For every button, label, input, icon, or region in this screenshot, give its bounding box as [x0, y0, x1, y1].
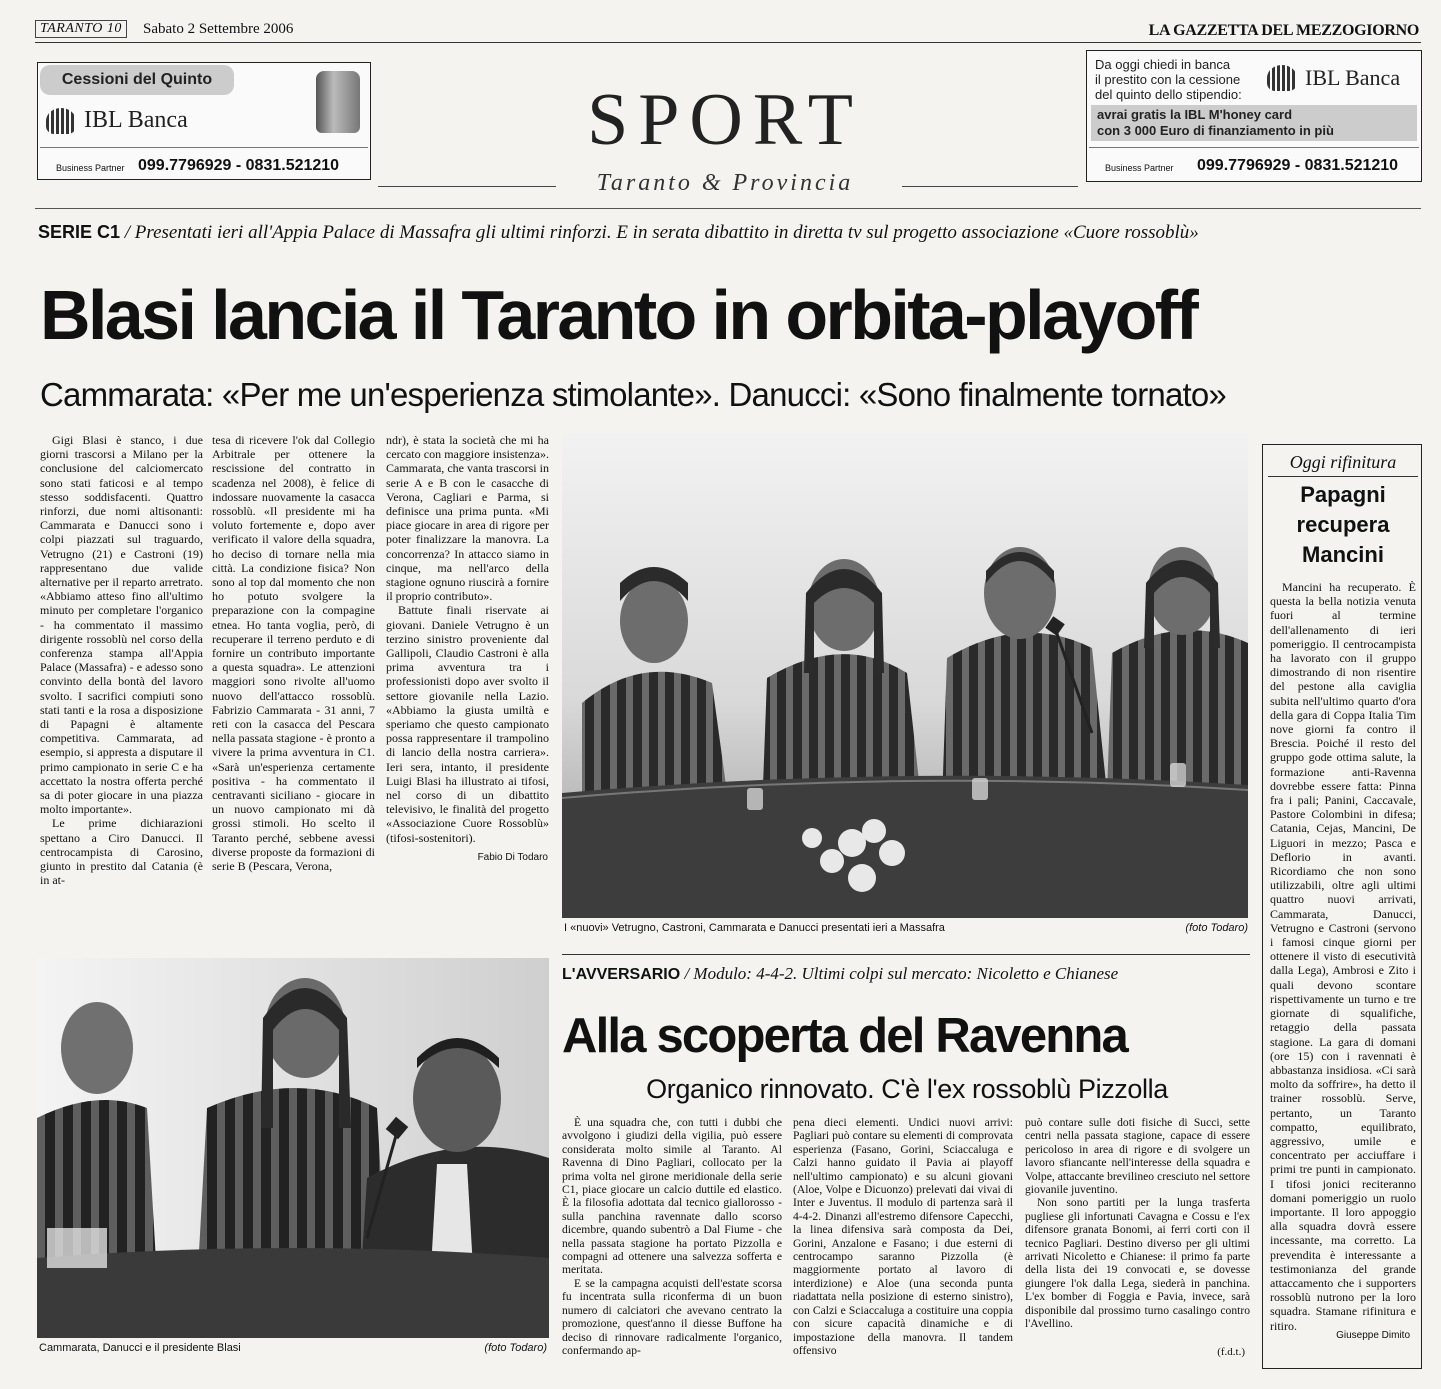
photo-credit: (foto Todaro) — [1185, 922, 1248, 934]
press-conference-photo — [562, 433, 1248, 918]
section-title: SPORT — [587, 79, 863, 161]
ad-right-line3: del quinto dello stipendio: — [1095, 87, 1242, 102]
header-rule — [35, 42, 1421, 43]
sidebar-body — [1270, 580, 1416, 1333]
article2-signature: (f.d.t.) — [1217, 1346, 1245, 1358]
article2-kicker — [562, 964, 1252, 984]
ad-right-partner: Business Partner — [1105, 163, 1174, 173]
header-bottom-rule — [35, 208, 1421, 209]
article2-kicker-text: / Modulo: 4-4-2. Ultimi colpi sul mercato: Nicoletto e Chianese — [684, 964, 1119, 983]
paragraph: pena dieci elementi. Undici nuovi arrivi: Pagliari può contare su elementi di comprovata esperienza (Fasano, Gorini, Sciaccaluga e Calzi hanno guidato il Pavia ai playoff nell'ultimo campionato) e su alcuni giovani (Aloe, Volpe e Dicuonzo) prelevati dai vivai di Inter e Juventus. Il modulo di partenza sarà il 4-4-2. Dinanzi all'estremo difensore Capecchi, la linea difensiva sarà composta da Dei, Gorini, Anzalone e Fasano; i due esterni di centrocampo saranno Pizzolla (è maggiormente portato al lavoro di interdizione) e Aloe (una seconda punta riadattata nella posizione di esterno sinistro), con Calzi e Sciaccaluga a costituire una coppia con sicure capacità dinamiche e di impostazione della manovra. Il tandem offensivo — [793, 1116, 1013, 1357]
ad-right-bank-logo — [1267, 65, 1400, 91]
piggy-bank-image — [316, 71, 360, 133]
photo2-caption-text: Cammarata, Danucci e il presidente Blasi — [39, 1342, 241, 1354]
photo2-caption — [39, 1342, 547, 1354]
article-kicker — [38, 222, 1428, 244]
kicker-tag: SERIE C1 — [38, 222, 121, 242]
blasi-image — [37, 958, 549, 1338]
ad-right-line2: il prestito con la cessione — [1095, 72, 1241, 87]
paragraph: E se la campagna acquisti dell'estate scorsa fu incentrata sulla riconferma di un buon numero di calciatori che avevano centrato la promozione, quest'anno il diesse Buffone ha deciso di rinnovare radicalmente l'organico, confermando ap- — [562, 1276, 782, 1357]
photo2-credit: (foto Todaro) — [484, 1342, 547, 1354]
press-conference-image — [562, 433, 1248, 918]
ad-right-offer-box — [1091, 105, 1417, 141]
ibl-leaf-icon — [46, 108, 76, 134]
sidebar-signature: Giuseppe Dimito — [1336, 1330, 1410, 1341]
ad-left-title: Cessioni del Quinto — [61, 71, 213, 88]
ad-left-title-box — [40, 65, 234, 95]
article-signature: Fabio Di Todaro — [477, 852, 548, 863]
paragraph: Gigi Blasi è stanco, i due giorni trascorsi a Milano per la conclusione del calciomercato sono stati faticosi e al tempo stesso soddisfacenti. Quattro rinforzi, due nomi altisonanti: Cammarata e Danucci sono i colpi piazzati sul traguardo, Vetrugno (21) e Castroni (19) rappresentano due valide alternative per il reparto arretrato. «Abbiamo atteso fino all'ultimo minuto per completare l'organico - ha commentato il massimo dirigente rossoblù nel corso della conferenza stampa all'Appia Palace (Massafra) - e adesso sono convinto della bontà del lavoro svolto. I sacrifici compiuti sono stati tanti e la rosa a disposizione di Papagni è altamente competitiva. Cammarata, ad esempio, si appresta a disputare il primo campionato in serie C e ha accettato la nostra offerta perché sa di poter giocare in una piazza molto importante». — [40, 433, 203, 817]
ad-right-copy — [1095, 57, 1242, 102]
article-headline: Blasi lancia il Taranto in orbita-playoff — [40, 276, 1197, 354]
ad-right-offer2: con 3 000 Euro di finanziamento in più — [1097, 123, 1334, 138]
section-subtitle: Taranto & Provincia — [596, 170, 854, 196]
paragraph: tesa di ricevere l'ok dal Collegio Arbitrale per ottenere la rescissione del contratto in scadenza nel 2008), è felice di indossare nuovamente la casacca rossoblù. «Il presidente mi ha voluto fortemente e, dopo aver verificato il valore della squadra, ho deciso di tornare nella mia città. La condizione fisica? Non sono al top dal momento che non ho potuto svolgere la preparazione con la compagine etnea. Ho tanta voglia, però, di recuperare il terreno perduto e di fornire un contributo importante a questa squadra». Le attenzioni maggiori sono rivolte all'uomo nuovo dell'attacco rossoblù. Fabrizio Cammarata - 31 anni, 7 reti con la casacca del Pescara nella passata stagione - è pronto a vivere la prima avventura in C1. «Sarà un'esperienza certamente positiva - ha commentato il centravanti siciliano - giocare in un nuovo campionato mi dà grossi stimoli. Ho scelto il Taranto perché, sebbene avessi diverse proposte da formazioni di serie B (Pescara, Verona, — [212, 433, 375, 874]
ad-right-offer1: avrai gratis la IBL M'honey card — [1097, 107, 1293, 122]
ad-right — [1086, 50, 1422, 182]
ad-left-phone: 099.7796929 - 0831.521210 — [138, 157, 340, 174]
article2-column-1 — [562, 1116, 782, 1357]
blasi-photo — [37, 958, 549, 1338]
article2-column-2 — [793, 1116, 1013, 1357]
ad-right-divider — [1089, 147, 1419, 148]
paragraph: Non sono partiti per la lunga trasferta pugliese gli infortunati Cavagna e Cossu e l'ex difensore granata Bonomi, ai ferri corti con il tecnico Pagliari. Destino diverso per gli ultimi arrivati Nicoletto e Chianese: il primo fa parte della lista dei 19 convocati e, se dovesse giungere l'ok dalla Lega, siederà in panchina. L'ex bomber di Foggia e Pavia, invece, sarà disponibile dal prossimo turno casalingo contro l'Avellino. — [1025, 1196, 1250, 1331]
article-column-1 — [40, 433, 203, 888]
page-date: Sabato 2 Settembre 2006 — [143, 21, 294, 37]
paragraph: È una squadra che, con tutti i dubbi che avvolgono i giudizi della vigilia, può essere considerata molto simile al Taranto. Al Ravenna di Dino Pagliari, collocato per la prima volta nel girone meridionale della serie C1, piace giocare un calcio duttile ed elastico. È la filosofia adottata dal tecnico giallorosso - sulla panchina ravennate dallo scorso dicembre, quando subentrò a Dal Fiume - che nella passata stagione ha portato Pizzolla e compagni ad ottenere una salvezza sofferta e meritata. — [562, 1116, 782, 1277]
photo-caption — [564, 922, 1248, 934]
sidebar-headline: Papagni recupera Mancini — [1296, 482, 1390, 567]
ad-left-bank: IBL Banca — [84, 107, 188, 133]
newspaper-masthead: LA GAZZETTA DEL MEZZOGIORNO — [1148, 22, 1419, 39]
ad-right-line1: Da oggi chiedi in banca — [1095, 57, 1231, 72]
ad-left-partner: Business Partner — [56, 163, 125, 173]
article2-column-3 — [1025, 1116, 1250, 1331]
paragraph: ndr), è stata la società che mi ha cercato con maggiore insistenza». Cammarata, che vanta trascorsi in serie A e B con le casacche di Verona, Cagliari e Parma, si definisce una prima punta. «Mi piace giocare in area di rigore per poter finalizzare la manovra. La concorrenza? In attacco siamo in cinque, ma nell'arco della stagione ognuno riuscirà a fornire il proprio contributo». — [386, 433, 549, 604]
article-subhead: Cammarata: «Per me un'esperienza stimolante». Danucci: «Sono finalmente tornato» — [40, 376, 1226, 413]
section-rule-right — [902, 186, 1078, 187]
ibl-leaf-icon — [1267, 65, 1297, 91]
paragraph: Mancini ha recuperato. È questa la bella notizia venuta fuori al termine dell'allenamento di ieri pomeriggio. Il centrocampista ha lavorato con il gruppo dimostrando di non risentire del pestone alla caviglia subita nell'ultimo quarto d'ora della gara di Coppa Italia Tim nove giorni fa contro il Brescia. Poiché il resto del gruppo gode ottima salute, la formazione anti-Ravenna dovrebbe essere fatta: Pinna fra i pali; Panini, Caccavale, Pastore Colombini in difesa; Catania, Cejas, Mancini, De Liguori in mezzo; Pasca e Deflorio in avanti. Ricordiamo che non sono utilizzabili, oltre agli ultimi quattro nuovi arrivati, Cammarata, Danucci, Vetrugno e Castroni (servono i famosi cinque giorni per ottenere il visto di esecutività dalla Lega), Ambrosi e Zito i quali devono scontare rispettivamente un turno e tre giornate di squalifiche, retaggio della passata stagione. La gara di domani (ore 15) con i ravennati è abbastanza insidiosa. «Ci sarà molto da soffrire», ha detto il trainer rossoblù. Serve, pertanto, un Taranto compatto, equilibrato, aggressivo, umile e concentrato per acciuffare i primi tre punti in campionato. I tifosi jonici reciteranno domani pomeriggio un ruolo importante. Il loro appoggio alla squadra dovrà essere incessante, ma corretto. La prevendita è interessante a testimonianza del grande attaccamento che i supporters rossoblù nutrono per la loro squadra. Stamane rifinitura e ritiro. — [1270, 580, 1416, 1333]
article-column-3 — [386, 433, 549, 845]
ad-left — [37, 62, 371, 180]
ad-left-bank-logo — [46, 107, 188, 134]
ad-right-phone: 099.7796929 - 0831.521210 — [1197, 157, 1399, 174]
paragraph: Le prime dichiarazioni spettano a Ciro Danucci. Il centrocampista di Carosino, giunto in prestito dal Catania (è in at- — [40, 816, 203, 888]
ad-left-divider — [40, 147, 368, 148]
sidebar-kicker: Oggi rifinitura — [1268, 452, 1418, 477]
paragraph: può contare sulle doti fisiche di Succi, sette centri nella passata stagione, capace di essere pericoloso in area di rigore e di svolgere un lavoro sfiancante nell'interesse della squadra e Volpe, attaccante brevilineo cresciuto nel settore giovanile juventino. — [1025, 1116, 1250, 1197]
article2-kicker-tag: L'AVVERSARIO — [562, 966, 681, 983]
paragraph: Battute finali riservate ai giovani. Daniele Vetrugno è un terzino sinistro proveniente dal Gallipoli, Claudio Castroni è alla prima avventura tra i professionisti dopo aver svolto il settore giovanile nella Lazio. «Abbiamo la giusta umiltà e speriamo che questo campionato possa rappresentare il trampolino di lancio della nostra carriera». Ieri sera, intanto, il presidente Luigi Blasi ha illustrato ai tifosi, nel corso di un dibattito televisivo, le finalità del progetto «Associazione Cuore Rossoblù» (tifosi-sostenitori). — [386, 603, 549, 845]
photo-caption-text: I «nuovi» Vetrugno, Castroni, Cammarata e Danucci presentati ieri a Massafra — [564, 922, 945, 934]
article2-top-rule — [562, 954, 1250, 955]
article2-subhead: Organico rinnovato. C'è l'ex rossoblù Pizzolla — [646, 1074, 1168, 1104]
kicker-text: / Presentati ieri all'Appia Palace di Massafra gli ultimi rinforzi. E in serata dibattito in diretta tv sul progetto associazione «Cuore rossoblù» — [124, 222, 1199, 243]
ad-right-bank: IBL Banca — [1305, 65, 1401, 90]
article-column-2 — [212, 433, 375, 873]
article2-headline: Alla scoperta del Ravenna — [562, 1009, 1128, 1063]
page-label: TARANTO 10 — [35, 20, 127, 38]
